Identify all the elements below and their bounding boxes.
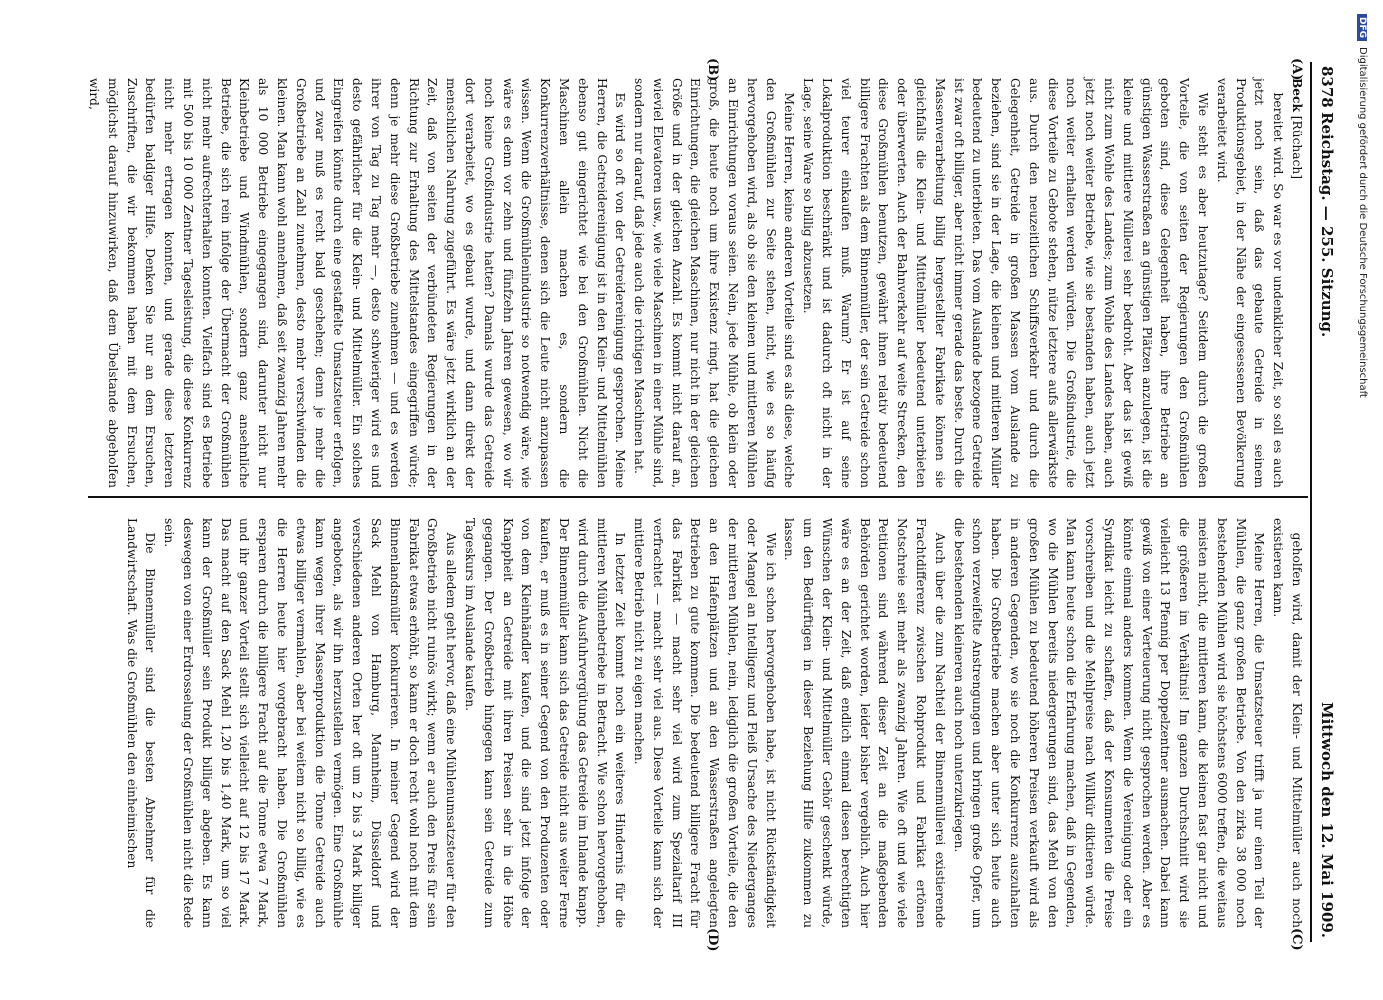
right-text-column bbox=[122, 518, 1306, 928]
paragraph: Meine Herren, die Umsatzsteuer trifft ja nur einen Teil der Mühlen, die ganz großen Betriebe. Von den zirka 38 000 noch bestehenden Mühlen wird sie höchstens 6000 treffen, die weitaus meisten nicht, die mittleren kann, die kleinen fast gar nicht und die größeren im Verhältnis! Im ganzen Durchschnitt wird sie vielleicht 13 Pfennig per Doppelzentner ausmachen. Dabei kann gewiß von einer Verteuerung nicht gesprochen werden. Aber es könnte einmal anders kommen. Wenn die Vereinigung oder ein Syndikat leicht zu schaffen, daß der Konsumenten die Preise vorschreiben und die Mehlpreise nach Willkür diktieren würde. Man kann heute schon die Erfahrung machen, daß in Gegenden, wo die Mühlen bereits niedergerungen sind, das Mehl von den großen Mühlen zu bedeutend höheren Preisen verkauft wird als in anderen Gegenden, wo sie noch die Konkurrenz auszuhalten haben. Die Großbetriebe machen aber unter sich heute auch schon verzweifelte Anstrengungen und bringen große Opfer, um die bestehenden kleineren auch noch unterzukriegen. bbox=[951, 518, 1267, 928]
margin-marker-b: (B) bbox=[705, 58, 720, 82]
column-divider bbox=[88, 496, 1308, 498]
paragraph: bereitet wird. So war es vor undenklicher Zeit, so soll es auch jetzt noch sein, daß das gebaute Getreide in seinem Produktionsgebiet, in der Nähe der eingesessenen Bevölkerung verarbeitet wird. bbox=[1214, 78, 1286, 488]
speaker-name: Beck bbox=[1290, 78, 1304, 112]
paragraph: Die Binnenmüller sind die besten Abnehmer für die Landwirtschaft. Was die Großmühlen den einheimischen bbox=[124, 518, 158, 928]
digitization-footer bbox=[1357, 14, 1368, 398]
footer-text: Digitalisierung gefördert durch die Deutsche Forschungsgemeinschaft bbox=[1357, 47, 1368, 398]
rotated-document-page bbox=[85, 58, 1340, 952]
dfg-logo: DFG bbox=[1357, 14, 1367, 41]
speaker-party: [Rüchach] bbox=[1290, 115, 1304, 179]
speaker-line bbox=[1287, 78, 1306, 488]
page-header bbox=[1310, 62, 1340, 942]
session-date: Mittwoch den 12. Mai 1909. bbox=[1318, 701, 1336, 938]
paragraph: Wie steht es aber heutzutage? Seitdem durch die großen Vorteile, die von seiten der Regierungen den Großmühlen geboten sind, diese Gelegenheit haben, ihre Betriebe an günstigen Wasserstraßen an günstigen Plätzen anzulegen, ist die kleine und mittlere Müllerei sehr bedroht. Aber das ist gewiß nicht zum Wohle des Landes; zum Wohle des Landes haben, auch jetzt noch weiter Betriebe, wie sie bestanden haben, auch jetzt noch weiter erhalten werden würden. Die Großindustrie, die diese Vorteile zu Gebote stehen, nütze letztere aufs allerwärkste aus. Durch den neuzeitlichen Schiffsverkehr und durch die Gelegenheit, Getreide in großen Massen vom Auslande zu beziehen, sind sie in der Lage, die kleinen und mittleren Müller bedeutend zu unterbieten. Das vom Auslande bezogene Getreide ist zwar oft billiger, aber nicht immer gerade das beste. Durch die Massenverarbeitung billig hergestellter Fabrikate können sie gleichfalls die Klein- und Mittelmüller bedeutend unterbieten oder überwerten. Auch der Bahnverkehr auf weite Strecken, den diese Großmühlen benutzen, gewährt ihnen relativ bedeutend billigere Frachten als dem Binnenmüller, der sein Getreide schon viel teurer einkaufen muß. Warum? Er ist auf seine Lokalproduktion beschränkt und ist dadurch oft nicht in der Lage, seine Ware so billig abzusetzen. bbox=[801, 78, 1211, 488]
paragraph: geholfen wird, damit der Klein- und Mittelmüller auch noch existieren kann. bbox=[1271, 518, 1304, 928]
margin-marker-d: (D) bbox=[705, 928, 720, 952]
paragraph: Auch über die zum Nachteil der Binnenmüllerei existierende Frachtdifferenz zwischen Rohprodukt und Fabrikat ertönen Notschreie seit mehr als zwanzig Jahren. Wie oft und wie viele Petitionen sind während dieser Zeit an die maßgebenden Behörden gerichtet worden, leider bisher vergeblich. Auch hier wäre es an der Zeit, daß endlich einmal diesen berechtigten Wünschen der Klein- und Mittelmüller Gehör geschenkt würde, um den Bedürftigen in dieser Beziehung Hilfe zukommen zu lassen. bbox=[782, 518, 947, 928]
paragraph: In letzter Zeit kommt noch ein weiteres Hindernis für die mittleren Mühlenbetriebe in Betracht. Wie schon hervorgehoben, wird durch die Ausfuhrvergütung das Getreide im Inlande knapp. Der Binnenmüller kann sich das Getreide nicht aus weiter Ferne kaufen, er muß es in seiner Gegend von den Produzenten oder von dem Kleinhändler kaufen, und die sind jetzt infolge der Knappheit an Getreide mit ihren Preisen sehr in die Höhe gegangen. Der Großbetrieb hingegen kann sein Getreide zum Tageskurs im Auslande kaufen. bbox=[462, 518, 628, 928]
page-number: 8378 bbox=[1318, 66, 1336, 108]
paragraph: Wie ich schon hervorgehoben habe, ist nicht Rückständigkeit oder Mangel an Intelligenz und Fleiß Ursache des Niederganges der mittleren Mühlen, nein, lediglich die großen Vorteile, die den an den Hafenplätzen und an den Wasserstraßen angelegten Betrieben zu gute kommen. Die bedeutend billigere Fracht für das Fabrikat — macht sehr viel wird zum Spezialtarif III verfrachtet — macht sehr viel aus. Diese Vorteile kann sich der mittlere Betrieb nicht zu eigen machen. bbox=[632, 518, 778, 928]
margin-marker-c: (C) bbox=[1289, 928, 1304, 951]
paragraph: Aus alledem geht hervor, daß eine Mühlenumsatzsteuer für den Großbetrieb nicht ruinös wirkt; wenn er auch den Preis für sein Fabrikat etwas erhöht, so kann er doch recht wohl noch mit dem Binnenlandsmüller konkurrieren. In meiner Gegend wird der Sack Mehl von Hamburg, Mannheim, Düsseldorf und verschiedenen anderen Orten her oft um 2 bis 3 Mark billiger angeboten, als wir ihn herzustellen vermögen. Eine Großmühle kann wegen ihrer Massenproduktion die Tonne Getreide auch etwas billiger vermahlen, aber bei weitem nicht so billig, wie es die Herren heute hier vorgebracht haben. Die Großmühlen ersparen durch die billigere Fracht auf die Tonne etwa 7 Mark, und ihr ganzer Vorteil stellt sich vielleicht auf 12 bis 17 Mark. Das macht auf den Sack Mehl 1,20 bis 1,40 Mark, um so viel kann der Großmüller sein Produkt billiger abgeben. Es kann deswegen von einer Erdrosselung der Großmühlen nicht die Rede sein. bbox=[162, 518, 459, 928]
paragraph: Es wird so oft von der Getreidereinigung gesprochen. Meine Herren, die Getreidereinigung ist in den Klein- und Mittelmühlen ebenso gut eingerichtet wie bei den Großmühlen. Nicht die Maschinen allein machen es, sondern die Konkurrenzverhältnisse, denen sich die Leute nicht anzupassen wissen. Wenn die Großmühlenindustrie so notwendig wäre, wie wäre es denn vor zehn und fünfzehn Jahren gewesen, wo wir noch keine Großindustrie hatten? Damals wurde das Getreide dort verarbeitet, wo es gebaut wurde, und dann direkt der menschlichen Nahrung zugeführt. Es wäre jetzt wirklich an der Zeit, daß von seiten der verbündeten Regierungen in der Richtung zur Erhaltung des Mittelstandes eingegriffen würde; denn je mehr diese Großbetriebe zunehmen — und es werden ihrer von Tag zu Tag mehr —, desto schwieriger wird es und desto gefährlicher für die Klein- und Mittelmüller. Ein solches Eingreifen könnte durch eine gestaffelte Umsatzsteuer erfolgen, und zwar muß es recht bald geschehen; denn je mehr die Großbetriebe an Zahl zunehmen, desto mehr verschwinden die kleinen. Man kann wohl annehmen, daß seit zwanzig Jahren mehr als 10 000 Betriebe eingegangen sind, darunter nicht nur Kleinbetriebe und Windmühlen, sondern ganz ansehnliche Betriebe, die sich rein infolge der Übermacht der Großmühlen nicht mehr aufrechterhalten konnten. Vielfach sind es Betriebe mit 500 bis 10 000 Zentner Tagesleistung, die diese Konkurrenz nicht mehr ertragen konnten, und gerade diese letzteren bedürfen baldiger Hilfe. Denken Sie nur an dem Ersuchen, Zuschriften, die wir bekommen haben mit dem Ersuchen, möglichst darauf hinzuwirken, daß dem Übelstande abgeholfen wird, bbox=[87, 78, 628, 488]
margin-marker-a: (A) bbox=[1289, 58, 1304, 81]
session-title: Reichstag. — 255. Sitzung. bbox=[1318, 112, 1336, 338]
left-text-column bbox=[84, 78, 1306, 488]
paragraph: Meine Herren, keine anderen Vorteile sind es als diese, welche den Großmühlen zur Seite stehen, nicht, wie es so häufig hervorgehoben wird, als ob sie den kleinen und mittleren Mühlen an Einrichtungen voraus seien. Nein, jede Mühle, ob klein oder groß, die heute noch um ihre Existenz ringt, hat die gleichen Einrichtungen, die gleichen Maschinen, nur nicht in der gleichen Größe und in der gleichen Anzahl. Es kommt nicht darauf an, wieviel Elevatoren usw., wie viele Maschinen in einer Mühle sind, sondern nur darauf, daß jede auch die richtigen Maschinen hat. bbox=[632, 78, 797, 488]
